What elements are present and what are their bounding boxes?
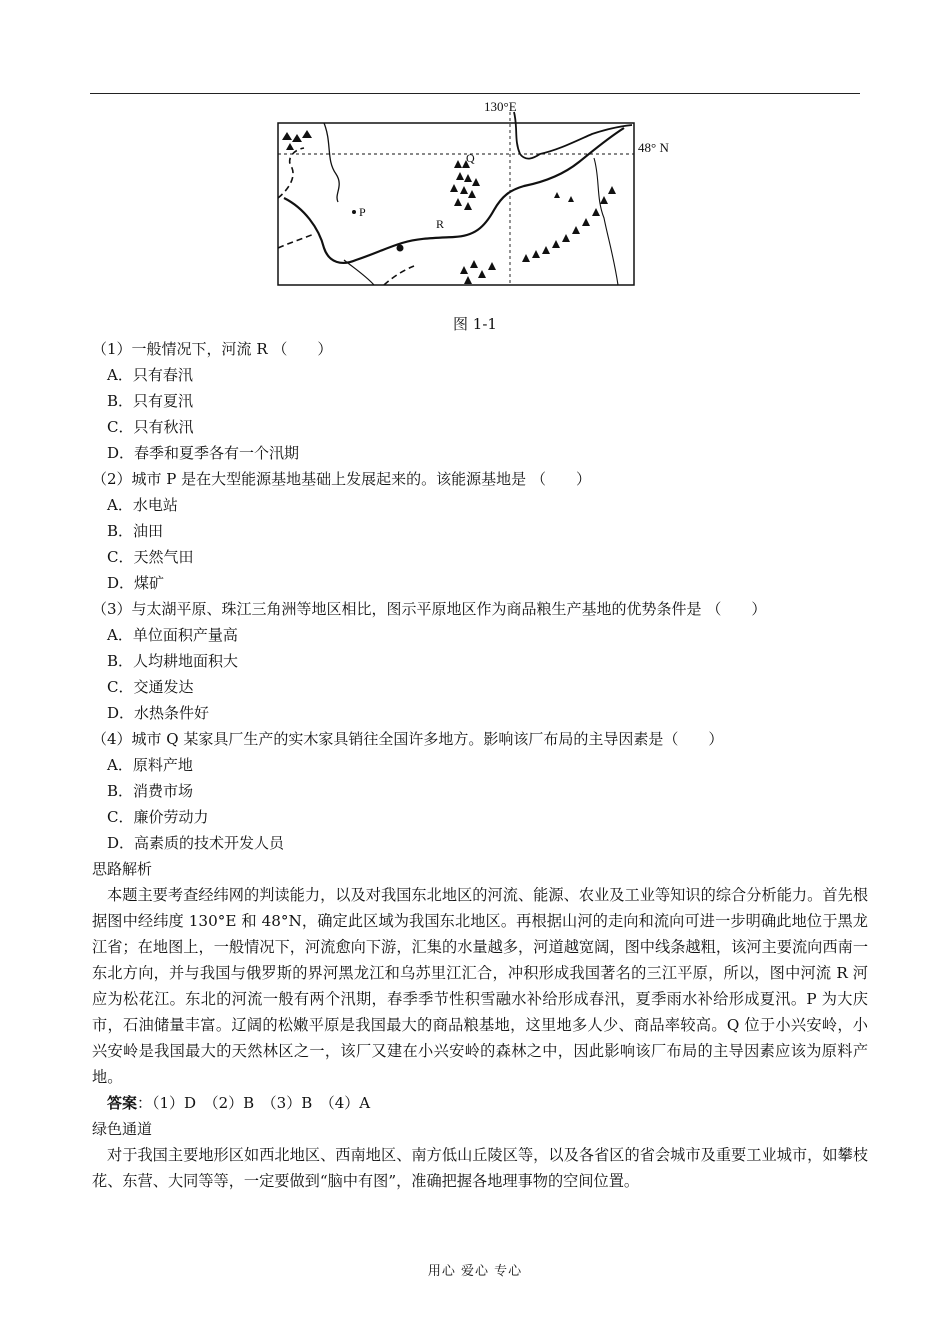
river-r [284, 128, 624, 263]
option: B．人均耕地面积大 [107, 652, 239, 670]
river-tributary-south [344, 260, 374, 285]
green-text: 对于我国主要地形区如西北地区、西南地区、南方低山丘陵区等，以及各省区的省会城市及重要工业城市，如攀枝花、东营、大同等等，一定要做到“脑中有图”，准确把握各地理事物的空间位置。 [92, 1146, 868, 1190]
boundary-south [384, 266, 414, 285]
green-heading: 绿色通道 [92, 1120, 153, 1138]
analysis-text: 本题主要考查经纬网的判读能力，以及对我国东北地区的河流、能源、农业及工业等知识的综合分析能力。首先根据图中经纬度 130°E 和 48°N，确定此区域为我国东北地区。再根据山河的走向和流向可进一步明确此地位于黑龙江省；在地图上，一般情况下，河流愈向下游，汇集的水量越多，河道越宽阔，图中线条越粗，该河主要流向西南一东北方向，并与我国与俄罗斯的界河黑龙江和乌苏里江汇合，冲积形成我国著名的三江平原，所以，图中河流 R 河应为松花江。东北的河流一般有两个汛期，春季季节性积雪融水补给形成春汛，夏季雨水补给形成夏汛。P 为大庆市，石油储量丰富。辽阔的松嫩平原是我国最大的商品粮基地，这里地多人少、商品率较高。Q 位于小兴安岭，小兴安岭是我国最大的天然林区之一，该厂又建在小兴安岭的森林之中，因此影响该厂布局的主导因素应该为原料产地。 [92, 886, 868, 1086]
option: A．水电站 [107, 496, 178, 514]
answer-line [107, 1090, 370, 1116]
lon-label: 130°E [484, 99, 517, 114]
river-tributary-west [324, 123, 339, 202]
option: B．油田 [107, 522, 164, 540]
option: D．水热条件好 [107, 704, 210, 722]
analysis-heading: 思路解析 [92, 860, 153, 878]
river-tributary-east [594, 158, 618, 285]
city-harbin-dot [397, 245, 404, 252]
option: A．原料产地 [107, 756, 193, 774]
option: D．春季和夏季各有一个汛期 [107, 444, 300, 462]
option: A．单位面积产量高 [107, 626, 238, 644]
option: B．消费市场 [107, 782, 194, 800]
option: C．廉价劳动力 [107, 808, 209, 826]
question-list [92, 336, 872, 882]
option: C．交通发达 [107, 678, 194, 696]
map-figure [274, 98, 678, 288]
boundary-southwest [278, 234, 314, 248]
question-stem: （1）一般情况下，河流 R （ ） [92, 340, 333, 358]
question-stem: （4）城市 Q 某家具厂生产的实木家具销往全国许多地方。影响该厂布局的主导因素是（ ） [92, 730, 724, 748]
label-p: P [359, 205, 366, 219]
question-stem: （2）城市 P 是在大型能源基地基础上发展起来的。该能源基地是 （ ） [92, 470, 591, 488]
option: A．只有春汛 [107, 366, 193, 384]
boundary-west [278, 148, 304, 198]
option: D．煤矿 [107, 574, 165, 592]
label-r: R [436, 217, 445, 231]
lat-label: 48° N [638, 140, 669, 155]
option: B．只有夏汛 [107, 392, 194, 410]
header-rule [90, 93, 860, 94]
option: C．天然气田 [107, 548, 194, 566]
question-stem: （3）与太湖平原、珠江三角洲等地区相比，图示平原地区作为商品粮生产基地的优势条件是 （ ） [92, 600, 767, 618]
city-p-dot [352, 210, 356, 214]
figure-caption: 图 1-1 [453, 315, 497, 333]
option: D．高素质的技术开发人员 [107, 834, 285, 852]
answer-label: 答案 [107, 1094, 138, 1112]
page-footer: 用心 爱心 专心 [427, 1264, 523, 1279]
answer-text: ：（1）D （2）B （3）B （4）A [137, 1094, 371, 1112]
label-q: Q [466, 151, 475, 165]
option: C．只有秋汛 [107, 418, 194, 436]
